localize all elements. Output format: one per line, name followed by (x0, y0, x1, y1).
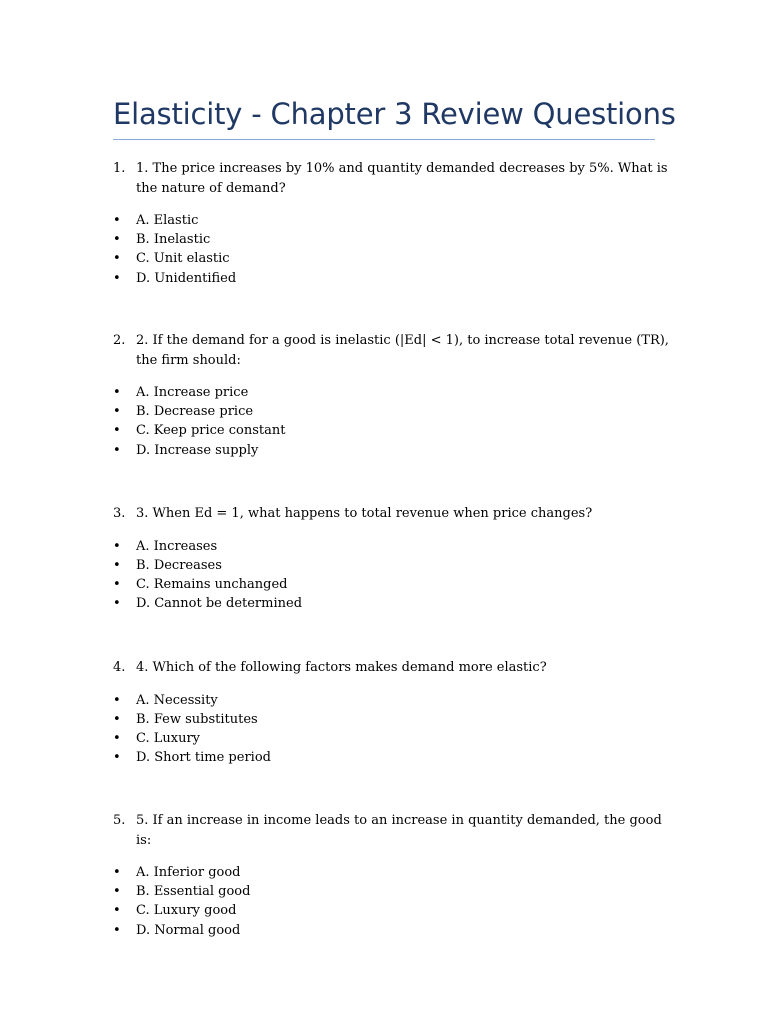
bullet-icon: • (113, 385, 121, 400)
option-item (113, 249, 673, 268)
option-list (113, 211, 673, 288)
title-divider (113, 139, 655, 140)
bullet-icon: • (113, 711, 121, 727)
question-number: 5. (113, 813, 126, 828)
bullet-icon: • (113, 884, 121, 900)
option-label: D. Cannot be determined (136, 596, 303, 612)
option-label: B. Few substitutes (136, 711, 258, 727)
question-text: 2. If the demand for a good is inelastic (|Ed| < 1), to increase total revenue (TR), the firm should: (136, 333, 669, 368)
option-label: B. Decrease price (136, 404, 254, 420)
option-list (113, 691, 673, 768)
option-label: A. Increase price (136, 385, 249, 400)
option-item (113, 710, 673, 729)
bullet-icon: • (113, 213, 121, 228)
question-text: 5. If an increase in income leads to an increase in quantity demanded, the good is: (136, 813, 662, 848)
question-number: 4. (113, 660, 126, 675)
question-3 (113, 504, 673, 613)
option-label: A. Inferior good (136, 865, 241, 880)
option-label: C. Keep price constant (136, 423, 286, 439)
option-label: D. Increase supply (136, 442, 259, 458)
option-item (113, 421, 673, 440)
question-text: 3. When Ed = 1, what happens to total revenue when price changes? (136, 506, 593, 521)
question-text: 1. The price increases by 10% and quantity demanded decreases by 5%. What is the nature of demand? (136, 161, 668, 196)
option-label: D. Short time period (136, 750, 271, 766)
bullet-icon: • (113, 538, 121, 554)
option-label: D. Normal good (136, 922, 241, 938)
bullet-icon: • (113, 692, 121, 708)
option-item (113, 211, 673, 230)
option-item (113, 556, 673, 575)
option-item (113, 729, 673, 748)
option-label: A. Increases (136, 538, 218, 554)
question-5 (113, 811, 673, 940)
option-item (113, 748, 673, 767)
bullet-icon: • (113, 442, 121, 458)
bullet-icon: • (113, 270, 121, 286)
bullet-icon: • (113, 730, 121, 746)
option-item (113, 921, 673, 940)
option-item (113, 402, 673, 421)
question-number: 2. (113, 333, 126, 348)
bullet-icon: • (113, 404, 121, 420)
question-number: 3. (113, 506, 126, 521)
bullet-icon: • (113, 922, 121, 938)
question-text-row (113, 159, 673, 198)
bullet-icon: • (113, 903, 121, 919)
question-text-row (113, 331, 673, 370)
option-label: B. Decreases (136, 557, 222, 573)
bullet-icon: • (113, 596, 121, 612)
option-item (113, 691, 673, 710)
option-label: C. Luxury (136, 730, 201, 746)
option-item (113, 863, 673, 882)
question-text-row (113, 504, 673, 524)
bullet-icon: • (113, 576, 121, 592)
option-item (113, 537, 673, 556)
option-item (113, 230, 673, 249)
option-label: C. Luxury good (136, 903, 237, 919)
question-1 (113, 159, 673, 288)
option-list (113, 863, 673, 940)
question-4 (113, 658, 673, 767)
option-list (113, 383, 673, 460)
question-text-row (113, 658, 673, 678)
question-2 (113, 331, 673, 460)
option-label: A. Necessity (136, 692, 218, 708)
option-label: C. Remains unchanged (136, 576, 288, 592)
option-item (113, 269, 673, 288)
option-item (113, 383, 673, 402)
option-label: C. Unit elastic (136, 251, 230, 267)
question-text: 4. Which of the following factors makes demand more elastic? (136, 660, 547, 675)
question-number: 1. (113, 161, 126, 176)
bullet-icon: • (113, 232, 121, 248)
page-title: Elasticity - Chapter 3 Review Questions (113, 97, 676, 131)
option-label: B. Essential good (136, 884, 251, 900)
bullet-icon: • (113, 865, 121, 880)
bullet-icon: • (113, 251, 121, 267)
option-item (113, 575, 673, 594)
option-item (113, 594, 673, 613)
option-item (113, 901, 673, 920)
bullet-icon: • (113, 557, 121, 573)
bullet-icon: • (113, 750, 121, 766)
option-item (113, 882, 673, 901)
option-label: B. Inelastic (136, 232, 211, 248)
option-label: A. Elastic (136, 213, 199, 228)
option-item (113, 441, 673, 460)
option-label: D. Unidentified (136, 270, 237, 286)
question-text-row (113, 811, 673, 850)
option-list (113, 537, 673, 614)
bullet-icon: • (113, 423, 121, 439)
